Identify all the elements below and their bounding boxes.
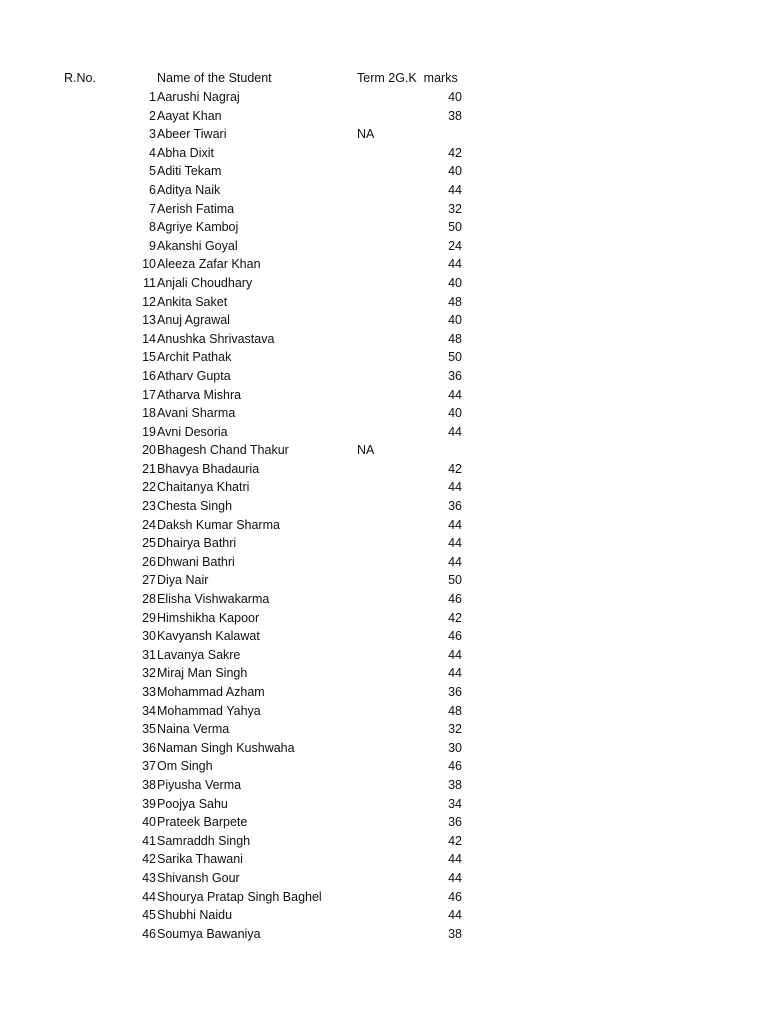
- marks-cell: 36: [448, 685, 462, 699]
- marks-cell: 40: [448, 90, 462, 104]
- table-row: [0, 162, 768, 181]
- roll-number-cell: 26: [142, 554, 156, 569]
- student-name-cell: Samraddh Singh: [157, 833, 251, 848]
- student-name-cell: Aerish Fatima: [157, 201, 235, 216]
- student-name-cell: Mohammad Yahya: [157, 703, 261, 718]
- student-name-cell: Aditya Naik: [157, 182, 221, 197]
- student-name-cell: Shivansh Gour: [157, 870, 240, 885]
- marks-cell: 32: [448, 201, 462, 216]
- roll-number-cell: 17: [142, 387, 156, 402]
- student-name-cell: Om Singh: [157, 759, 213, 774]
- marks-cell: 50: [448, 350, 462, 365]
- roll-number-cell: 21: [142, 461, 156, 476]
- student-name-cell: Atharva Mishra: [157, 387, 242, 402]
- table-header: [0, 69, 768, 87]
- marks-cell: 50: [448, 220, 462, 235]
- table-row: [0, 107, 768, 126]
- marks-cell: 42: [448, 610, 462, 625]
- marks-cell: 44: [448, 852, 462, 867]
- roll-number-cell: 28: [142, 592, 156, 607]
- student-name-cell: Daksh Kumar Sharma: [157, 517, 280, 532]
- marks-cell: 46: [448, 889, 462, 904]
- marks-cell: 44: [448, 647, 462, 662]
- roll-number-cell: 22: [142, 480, 156, 495]
- table-row: [0, 664, 768, 683]
- table-row: [0, 757, 768, 776]
- student-name-cell: Piyusha Verma: [157, 777, 242, 792]
- table-row: [0, 609, 768, 628]
- student-name-cell: Akanshi Goyal: [157, 238, 238, 253]
- roll-number-cell: 15: [142, 350, 156, 365]
- roll-number-cell: 44: [142, 889, 156, 904]
- roll-number-cell: 20: [142, 443, 156, 458]
- roll-number-cell: 30: [142, 629, 156, 644]
- table-row: [0, 869, 768, 888]
- marks-cell: NA: [357, 443, 375, 458]
- table-row: [0, 646, 768, 665]
- student-name-cell: Naman Singh Kushwaha: [157, 740, 295, 755]
- table-row: [0, 534, 768, 553]
- table-row: [0, 888, 768, 907]
- roll-number-cell: 4: [149, 145, 156, 160]
- marks-cell: 44: [448, 554, 462, 569]
- roll-number-cell: 19: [142, 424, 156, 439]
- student-name-cell: Aarushi Nagraj: [157, 90, 240, 104]
- table-row: [0, 348, 768, 367]
- table-row: [0, 925, 768, 944]
- student-name-cell: Aayat Khan: [157, 108, 222, 123]
- student-name-cell: Elisha Vishwakarma: [157, 592, 270, 607]
- marks-cell: 42: [448, 461, 462, 476]
- table-row: [0, 683, 768, 702]
- student-name-cell: Dhwani Bathri: [157, 554, 235, 569]
- roll-number-cell: 39: [142, 796, 156, 811]
- roll-number-cell: 13: [142, 313, 156, 328]
- table-row: [0, 590, 768, 609]
- marks-cell: 38: [448, 926, 462, 941]
- marks-header: Term 2G.K marks: [357, 71, 458, 85]
- marks-cell: 32: [448, 722, 462, 737]
- student-name-cell: Avni Desoria: [157, 424, 228, 439]
- roll-number-cell: 37: [142, 759, 156, 774]
- student-name-cell: Abeer Tiwari: [157, 127, 227, 142]
- table-row: [0, 702, 768, 721]
- table-row: [0, 478, 768, 497]
- student-name-cell: Soumya Bawaniya: [157, 926, 261, 941]
- table-row: [0, 293, 768, 312]
- roll-number-cell: 23: [142, 499, 156, 514]
- table-row: [0, 200, 768, 219]
- roll-number-cell: 32: [142, 666, 156, 681]
- marks-cell: 44: [448, 536, 462, 551]
- roll-number-cell: 14: [142, 331, 156, 346]
- marks-cell: 38: [448, 108, 462, 123]
- student-name-cell: Abha Dixit: [157, 145, 214, 160]
- student-name-cell: Himshikha Kapoor: [157, 610, 260, 625]
- marks-cell: 40: [448, 406, 462, 421]
- student-name-cell: Shourya Pratap Singh Baghel: [157, 889, 322, 904]
- marks-cell: 44: [448, 480, 462, 495]
- marks-cell: 44: [448, 257, 462, 272]
- roll-number-cell: 46: [142, 926, 156, 941]
- roll-number-cell: 25: [142, 536, 156, 551]
- student-name-cell: Kavyansh Kalawat: [157, 629, 260, 644]
- roll-number-cell: 24: [142, 517, 156, 532]
- roll-number-cell: 27: [142, 573, 156, 588]
- table-row: [0, 274, 768, 293]
- marks-cell: 30: [448, 740, 462, 755]
- marks-cell: 34: [448, 796, 462, 811]
- marks-cell: 44: [448, 666, 462, 681]
- student-name-cell: Bhavya Bhadauria: [157, 461, 260, 476]
- marks-cell: 44: [448, 908, 462, 923]
- marks-cell: 40: [448, 275, 462, 290]
- roll-number-cell: 45: [142, 908, 156, 923]
- table-row: [0, 218, 768, 237]
- roll-number-cell: 34: [142, 703, 156, 718]
- table-row: [0, 144, 768, 163]
- marks-cell: 40: [448, 313, 462, 328]
- roll-number-cell: 8: [149, 220, 156, 235]
- marks-cell: 38: [448, 777, 462, 792]
- table-row: [0, 516, 768, 535]
- student-name-cell: Lavanya Sakre: [157, 647, 241, 662]
- roll-number-cell: 16: [142, 368, 156, 383]
- marks-cell: 48: [448, 331, 462, 346]
- student-name-cell: Bhagesh Chand Thakur: [157, 443, 289, 458]
- marks-cell: 44: [448, 870, 462, 885]
- student-name-cell: Dhairya Bathri: [157, 536, 237, 551]
- student-name-cell: Avani Sharma: [157, 406, 236, 421]
- roll-number-cell: 31: [142, 647, 156, 662]
- marks-cell: 44: [448, 517, 462, 532]
- table-row: [0, 255, 768, 274]
- roll-number-cell: 35: [142, 722, 156, 737]
- table-row: [0, 404, 768, 423]
- roll-number-header: R.No.: [64, 71, 96, 85]
- roll-number-cell: 38: [142, 777, 156, 792]
- table-row: [0, 739, 768, 758]
- table-row: [0, 367, 768, 386]
- roll-number-cell: 11: [143, 275, 156, 290]
- table-row: [0, 850, 768, 869]
- marks-cell: NA: [357, 127, 375, 142]
- student-name-cell: Chesta Singh: [157, 499, 233, 514]
- table-row: [0, 423, 768, 442]
- roll-number-cell: 7: [149, 201, 156, 216]
- marks-cell: 36: [448, 368, 462, 383]
- marks-cell: 40: [448, 164, 462, 179]
- roll-number-cell: 41: [142, 833, 156, 848]
- table-row: [0, 441, 768, 460]
- roll-number-cell: 29: [142, 610, 156, 625]
- table-row: [0, 553, 768, 572]
- student-name-cell: Ankita Saket: [157, 294, 228, 309]
- student-name-cell: Mohammad Azham: [157, 685, 265, 699]
- marks-cell: 46: [448, 759, 462, 774]
- table-row: [0, 125, 768, 144]
- student-name-cell: Aditi Tekam: [157, 164, 222, 179]
- roll-number-cell: 33: [142, 685, 156, 699]
- student-name-cell: Atharv Gupta: [157, 368, 231, 383]
- table-row: [0, 181, 768, 200]
- table-row: [0, 88, 768, 107]
- marks-cell: 44: [448, 182, 462, 197]
- student-list: [0, 88, 768, 943]
- student-name-cell: Agriye Kamboj: [157, 220, 239, 235]
- student-name-cell: Chaitanya Khatri: [157, 480, 250, 495]
- roll-number-cell: 2: [149, 108, 156, 123]
- marks-cell: 46: [448, 629, 462, 644]
- table-row: [0, 237, 768, 256]
- roll-number-cell: 9: [149, 238, 156, 253]
- roll-number-cell: 40: [142, 815, 156, 830]
- student-name-cell: Sarika Thawani: [157, 852, 243, 867]
- table-row: [0, 906, 768, 925]
- marks-cell: 24: [448, 238, 462, 253]
- student-name-cell: Aleeza Zafar Khan: [157, 257, 261, 272]
- table-row: [0, 627, 768, 646]
- roll-number-cell: 6: [149, 182, 156, 197]
- marks-cell: 36: [448, 815, 462, 830]
- student-name-cell: Shubhi Naidu: [157, 908, 233, 923]
- marks-cell: 48: [448, 703, 462, 718]
- roll-number-cell: 3: [149, 127, 156, 142]
- student-name-cell: Anjali Choudhary: [157, 275, 253, 290]
- marks-cell: 44: [448, 424, 462, 439]
- roll-number-cell: 1: [149, 90, 156, 104]
- student-name-header: Name of the Student: [157, 71, 272, 85]
- marks-cell: 44: [448, 387, 462, 402]
- marks-cell: 46: [448, 592, 462, 607]
- table-row: [0, 571, 768, 590]
- student-name-cell: Archit Pathak: [157, 350, 232, 365]
- roll-number-cell: 12: [142, 294, 156, 309]
- table-row: [0, 330, 768, 349]
- student-name-cell: Diya Nair: [157, 573, 209, 588]
- roll-number-cell: 43: [142, 870, 156, 885]
- student-name-cell: Prateek Barpete: [157, 815, 248, 830]
- roll-number-cell: 10: [142, 257, 156, 272]
- roll-number-cell: 5: [149, 164, 156, 179]
- table-row: [0, 832, 768, 851]
- table-row: [0, 386, 768, 405]
- table-row: [0, 795, 768, 814]
- table-row: [0, 311, 768, 330]
- student-name-cell: Anushka Shrivastava: [157, 331, 275, 346]
- marks-cell: 50: [448, 573, 462, 588]
- student-name-cell: Miraj Man Singh: [157, 666, 248, 681]
- marks-cell: 42: [448, 145, 462, 160]
- roll-number-cell: 36: [142, 740, 156, 755]
- table-row: [0, 776, 768, 795]
- student-name-cell: Poojya Sahu: [157, 796, 228, 811]
- table-row: [0, 813, 768, 832]
- table-row: [0, 720, 768, 739]
- marks-cell: 48: [448, 294, 462, 309]
- marks-cell: 42: [448, 833, 462, 848]
- student-name-cell: Naina Verma: [157, 722, 230, 737]
- student-name-cell: Anuj Agrawal: [157, 313, 230, 328]
- roll-number-cell: 18: [142, 406, 156, 421]
- table-row: [0, 497, 768, 516]
- roll-number-cell: 42: [142, 852, 156, 867]
- marks-cell: 36: [448, 499, 462, 514]
- table-row: [0, 460, 768, 479]
